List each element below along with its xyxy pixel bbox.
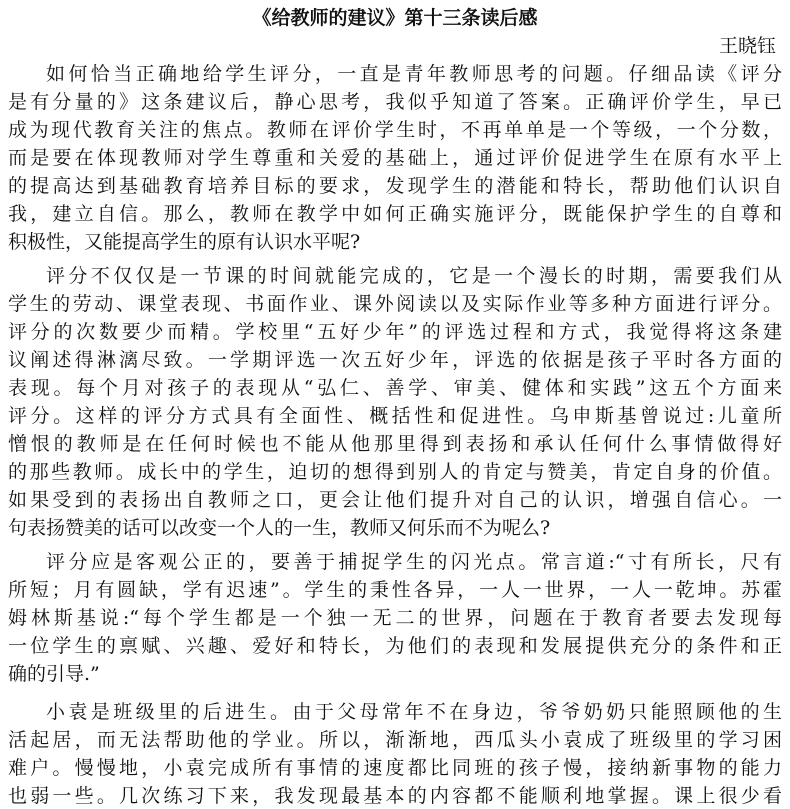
text-line: 小袁是班级里的后进生。由于父母常年不在身边，爷爷奶奶只能照顾他的生 — [46, 701, 782, 723]
text-line: 憎恨的教师是在任何时候也不能从他那里得到表扬和承认任何什么事情做得好 — [8, 433, 782, 455]
author-name: 王晓钰 — [718, 35, 776, 57]
text-line: 活起居，而无法帮助他的学业。所以，渐渐地，西瓜头小袁成了班级里的学习困 — [8, 729, 782, 751]
text-line: 难户。慢慢地，小袁完成所有事情的速度都比同班的孩子慢，接纳新事物的能力 — [8, 757, 782, 779]
text-line: 也弱一些。几次练习下来，我发现最基本的内容都不能顺利地掌握。课上很少看 — [8, 785, 782, 807]
text-line: 确的引导.” — [8, 663, 100, 685]
text-line: 我，建立自信。那么，教师在教学中如何正确实施评分，既能保护学生的自尊和 — [8, 203, 782, 225]
text-line: 积极性，又能提高学生的原有认识水平呢? — [8, 231, 361, 253]
text-line: 一位学生的禀赋、兴趣、爱好和特长，为他们的表现和发展提供充分的条件和正 — [8, 635, 782, 657]
text-line: 而是要在体现教师对学生尊重和关爱的基础上，通过评价促进学生在原有水平上 — [8, 147, 782, 169]
document-title: 《给教师的建议》第十三条读后感 — [252, 7, 538, 29]
text-line: 成为现代教育关注的焦点。教师在评价学生时，不再单单是一个等级，一个分数， — [8, 119, 782, 141]
text-line: 评分不仅仅是一节课的时间就能完成的，它是一个漫长的时期，需要我们从 — [46, 265, 782, 287]
text-line: 所短；月有圆缺，学有迟速”。学生的秉性各异，一人一世界，一人一乾坤。苏霍 — [8, 579, 782, 601]
text-line: 表现。每个月对孩子的表现从“弘仁、善学、审美、健体和实践”这五个方面来 — [8, 377, 782, 399]
text-line: 评分应是客观公正的，要善于捕捉学生的闪光点。常言道:“寸有所长，尺有 — [46, 551, 782, 573]
text-line: 如果受到的表扬出自教师之口，更会让他们提升对自己的认识，增强自信心。一 — [8, 489, 782, 511]
text-line: 议阐述得淋漓尽致。一学期评选一次五好少年，评选的依据是孩子平时各方面的 — [8, 349, 782, 371]
text-line: 的提高达到基础教育培养目标的要求，发现学生的潜能和特长，帮助他们认识自 — [8, 175, 782, 197]
text-line: 学生的劳动、课堂表现、书面作业、课外阅读以及实际作业等多种方面进行评分。 — [8, 293, 782, 315]
text-line: 句表扬赞美的话可以改变一个人的一生，教师又何乐而不为呢么? — [8, 517, 551, 539]
text-line: 的那些教师。成长中的学生，迫切的想得到别人的肯定与赞美，肯定自身的价值。 — [8, 461, 782, 483]
text-line: 评分的次数要少而精。学校里“五好少年”的评选过程和方式，我觉得将这条建 — [8, 321, 782, 343]
text-line: 姆林斯基说:“每个学生都是一个独一无二的世界，问题在于教育者要去发现每 — [8, 607, 782, 629]
text-line: 评分。这样的评分方式具有全面性、概括性和促进性。乌申斯基曾说过:儿童所 — [8, 405, 782, 427]
text-line: 是有分量的》这条建议后，静心思考，我似乎知道了答案。正确评价学生，早已 — [8, 91, 782, 113]
text-line: 如何恰当正确地给学生评分，一直是青年教师思考的问题。仔细品读《评分 — [46, 63, 782, 85]
